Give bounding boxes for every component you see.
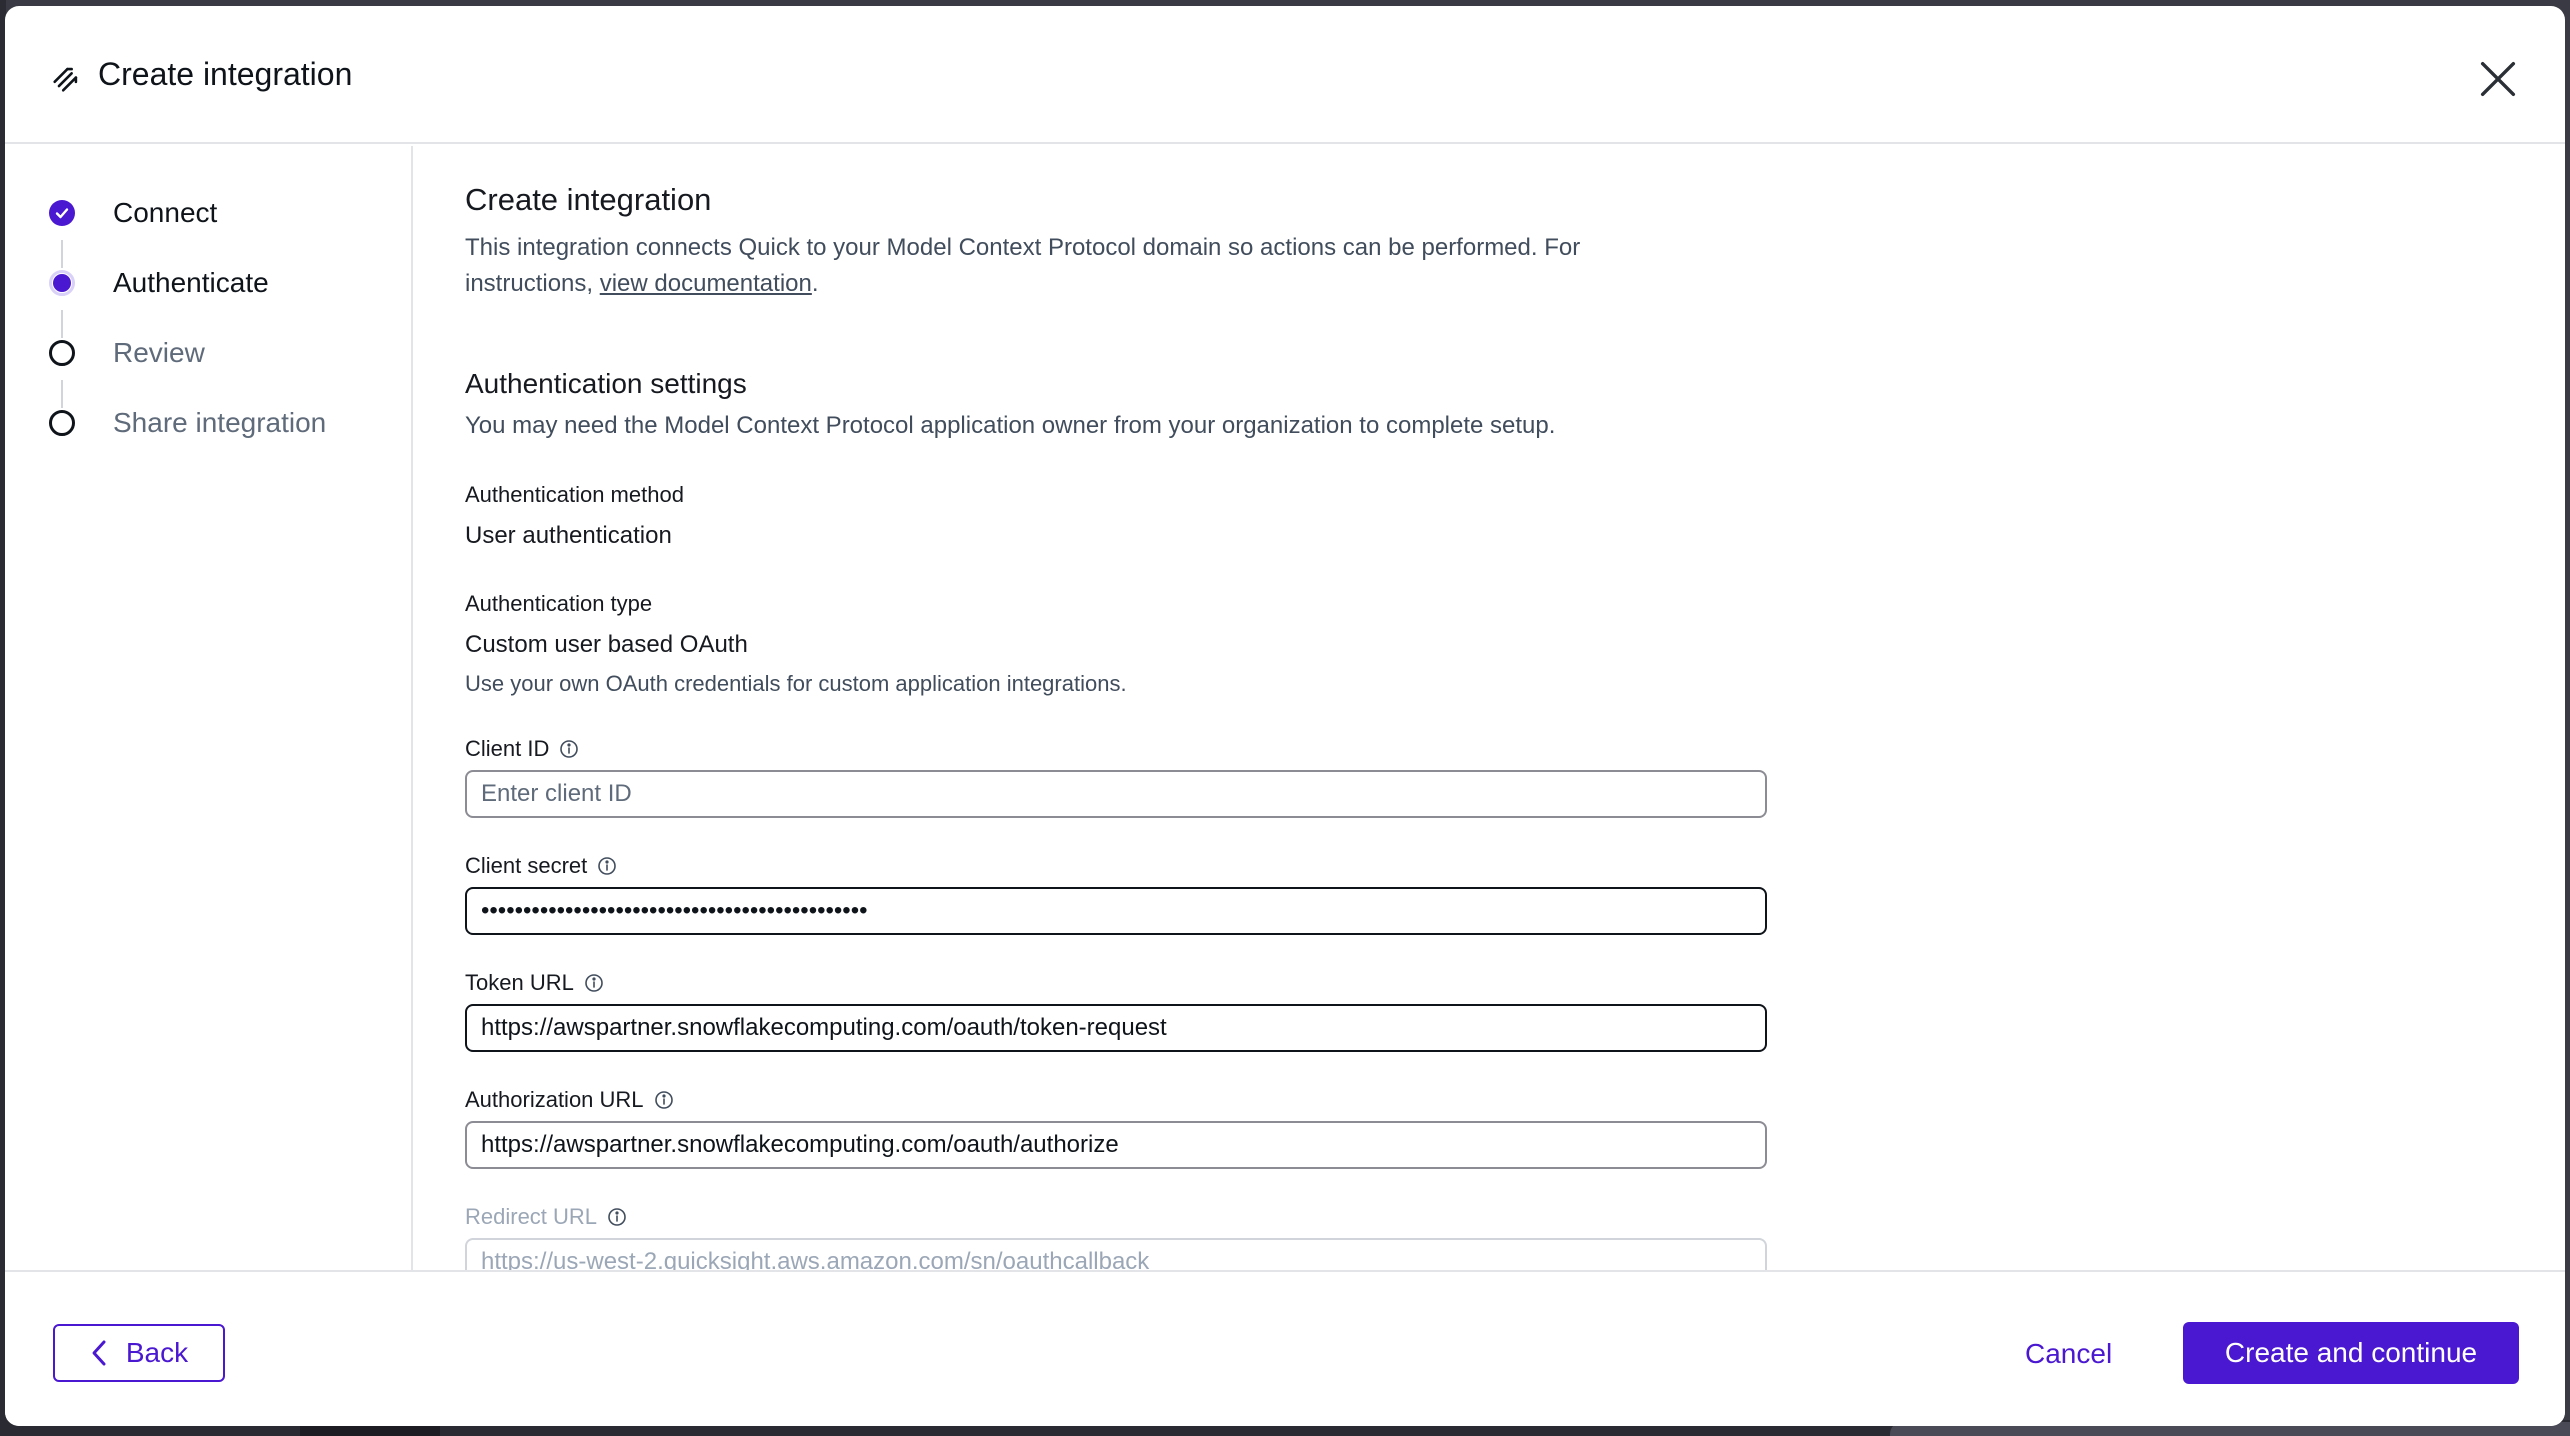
step-authenticate[interactable] xyxy=(49,263,269,303)
auth-settings-description: You may need the Model Context Protocol application owner from your organization to complete setup. xyxy=(465,412,1556,439)
step-review xyxy=(49,333,205,373)
authorization-url-input[interactable] xyxy=(465,1121,1767,1169)
info-icon[interactable] xyxy=(607,1207,627,1227)
redirect-url-label: Redirect URL xyxy=(465,1204,627,1230)
auth-type-hint: Use your own OAuth credentials for custom application integrations. xyxy=(465,671,1127,696)
current-step-icon xyxy=(49,270,75,296)
create-and-continue-button[interactable]: Create and continue xyxy=(2183,1322,2519,1384)
info-icon[interactable] xyxy=(559,739,579,759)
client-id-label: Client ID xyxy=(465,736,579,762)
view-documentation-link[interactable]: view documentation xyxy=(599,270,812,297)
pending-step-icon xyxy=(49,340,75,366)
page-title: Create integration xyxy=(465,182,712,217)
wizard-steps xyxy=(5,146,413,1270)
pending-step-icon xyxy=(49,410,75,436)
info-icon[interactable] xyxy=(597,856,617,876)
client-secret-input[interactable] xyxy=(465,887,1767,935)
token-url-input[interactable] xyxy=(465,1004,1767,1052)
modal-header xyxy=(5,6,2565,144)
auth-type-label: Authentication type xyxy=(465,591,653,616)
auth-method-label: Authentication method xyxy=(465,482,684,507)
close-icon[interactable] xyxy=(2475,56,2521,102)
cancel-button[interactable]: Cancel xyxy=(2025,1338,2113,1369)
step-connect[interactable] xyxy=(49,193,217,233)
chevron-left-icon xyxy=(90,1339,108,1367)
info-icon[interactable] xyxy=(584,973,604,993)
step-label: Review xyxy=(113,337,205,368)
step-label: Share integration xyxy=(113,407,327,438)
auth-settings-heading: Authentication settings xyxy=(465,368,747,399)
create-integration-modal xyxy=(5,6,2565,1426)
info-icon[interactable] xyxy=(654,1090,674,1110)
modal-title: Create integration xyxy=(98,56,353,92)
redirect-url-input xyxy=(465,1238,1767,1270)
back-button[interactable]: Back xyxy=(53,1324,225,1382)
page-description: This integration connects Quick to your Model Context Protocol domain so actions can be performed. For instructions, view documentation. xyxy=(465,234,1581,297)
authorization-url-label: Authorization URL xyxy=(465,1087,674,1113)
modal-footer xyxy=(5,1270,2565,1426)
token-url-label: Token URL xyxy=(465,970,604,996)
client-secret-label: Client secret xyxy=(465,853,617,879)
step-label: Authenticate xyxy=(113,267,269,298)
step-label: Connect xyxy=(113,197,218,228)
auth-method-value: User authentication xyxy=(465,522,672,549)
auth-type-value: Custom user based OAuth xyxy=(465,631,748,658)
main-content xyxy=(465,146,2555,1270)
integration-icon xyxy=(49,62,83,96)
step-share-integration xyxy=(49,403,326,443)
check-icon xyxy=(49,200,75,226)
client-id-input[interactable] xyxy=(465,770,1767,818)
